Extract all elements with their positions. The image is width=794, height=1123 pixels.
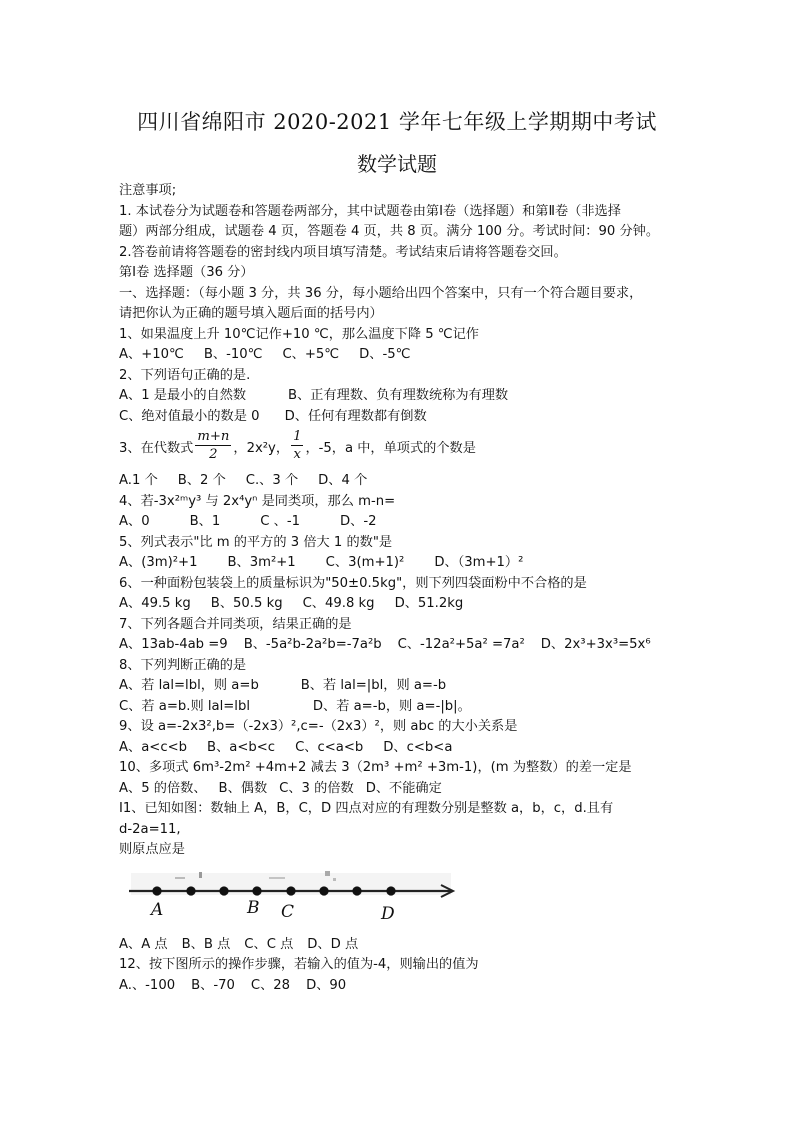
question-stem: 6、一种面粉包装袋上的质量标识为"50±0.5kg"，则下列四袋面粉中不合格的是	[119, 575, 587, 591]
option: D、不能确定	[365, 780, 442, 796]
stem-text: ，-5，a 中，单项式的个数是	[305, 441, 476, 456]
option: A、13ab-4ab =9	[119, 637, 228, 652]
scan-speck	[325, 871, 330, 876]
axis-dot	[186, 886, 195, 895]
axis-label-b: B	[247, 897, 260, 918]
question-stem: 则原点应是	[119, 842, 185, 857]
fraction	[291, 428, 303, 463]
axis-dot	[386, 886, 395, 895]
exam-body	[119, 181, 689, 996]
option: D、2x³+3x³=5x⁶	[540, 637, 651, 652]
option: A、0	[119, 514, 150, 529]
question-stem: 8、下列判断正确的是	[119, 657, 247, 673]
question-options	[119, 553, 689, 574]
fraction	[195, 428, 231, 463]
option: C、C 点	[244, 936, 294, 952]
option: A.、-100	[119, 977, 176, 993]
notice-heading: 注意事项;	[119, 183, 177, 198]
question-options	[119, 935, 689, 956]
question-options: C、若 a=b.则 lal=lbl D、若 a=-b，则 a=-|b|。	[119, 698, 471, 714]
question-stem: d-2a=11,	[119, 821, 181, 837]
option: A、A 点	[119, 936, 168, 952]
option: A、a<c<b	[119, 739, 188, 755]
option: B、B 点	[181, 936, 231, 952]
axis-dot	[286, 886, 295, 895]
question-stem: 2、下列语句正确的是.	[119, 367, 251, 383]
option: C、3 的倍数	[279, 780, 354, 796]
option: A.1 个	[119, 473, 158, 488]
notice-line: 2.答卷前请将答题卷的密封线内项目填写清楚。考试结束后请将答题卷交回。	[119, 244, 567, 260]
option: B、50.5 kg	[210, 596, 283, 611]
option: C、3(m+1)²	[325, 555, 405, 570]
fraction-denominator: x	[293, 446, 301, 462]
question-stem	[119, 427, 689, 471]
stem-text: ，2x²y，	[233, 441, 290, 456]
question-options	[119, 512, 689, 533]
question-options	[119, 594, 689, 615]
scan-speck	[269, 877, 285, 879]
part-title: 第Ⅰ卷 选择题（36 分）	[119, 265, 254, 280]
fraction-numerator: m+n	[197, 428, 230, 444]
stem-text: 3、在代数式	[119, 441, 194, 456]
option: A、+10℃	[119, 347, 184, 362]
question-options	[119, 345, 689, 366]
option: A、49.5 kg	[119, 596, 191, 611]
option: B、偶数	[218, 780, 268, 796]
notice-line: 题）两部分组成，试题卷 4 页，答题卷 4 页，共 8 页。满分 100 分。考试时间：90 分钟。	[119, 224, 660, 239]
axis-label-d: D	[381, 903, 395, 924]
axis-dot	[352, 886, 361, 895]
question-options	[119, 779, 689, 800]
question-stem: 4、若-3x²ᵐy³ 与 2x⁴yⁿ 是同类项，那么 m-n=	[119, 493, 396, 509]
option: C 、-1	[260, 514, 300, 529]
option: A、(3m)²+1	[119, 555, 198, 570]
option: C、28	[250, 977, 291, 993]
option: C、49.8 kg	[302, 596, 375, 611]
option: C、c<a<b	[295, 739, 364, 755]
option: D、51.2kg	[394, 596, 464, 611]
question-options	[119, 976, 689, 997]
question-options: C、绝对值最小的数是 0 D、任何有理数都有倒数	[119, 408, 427, 424]
question-stem: I1、已知如图：数轴上 A，B，C，D 四点对应的有理数分别是整数 a，b，c，d.且有	[119, 801, 614, 816]
option: B、-5a²b-2a²b=-7a²b	[243, 637, 382, 652]
axis-dot	[252, 886, 261, 895]
option: D、D 点	[307, 936, 359, 952]
number-line-figure	[119, 867, 459, 931]
axis-label-c: C	[281, 901, 295, 922]
fraction-numerator: 1	[293, 428, 302, 444]
option: B、1	[189, 514, 221, 529]
question-options	[119, 738, 689, 759]
notice-line: 1. 本试卷分为试题卷和答题卷两部分，其中试题卷由第Ⅰ卷（选择题）和第Ⅱ卷（非选择	[119, 203, 621, 219]
option: B、-10℃	[203, 347, 263, 362]
fraction-denominator: 2	[209, 446, 218, 462]
option: D、c<b<a	[383, 739, 453, 755]
option: D、4 个	[318, 473, 368, 488]
question-stem: 5、列式表示"比 m 的平方的 3 倍大 1 的数"是	[119, 534, 393, 550]
question-stem: 1、如果温度上升 10℃记作+10 ℃，那么温度下降 5 ℃记作	[119, 326, 479, 342]
option: A、5 的倍数、	[119, 780, 207, 796]
axis-dot	[219, 886, 228, 895]
axis-dot	[152, 886, 161, 895]
question-stem: 12、按下图所示的操作步骤，若输入的值为-4，则输出的值为	[119, 957, 479, 972]
question-options: A、1 是最小的自然数 B、正有理数、负有理数统称为有理数	[119, 388, 509, 403]
question-options: A、若 lal=lbl，则 a=b B、若 lal=|bl，则 a=-b	[119, 678, 447, 693]
part-intro: 请把你认为正确的题号填入题后面的括号内）	[119, 306, 383, 321]
scan-speck	[175, 877, 185, 879]
exam-subtitle: 数学试题	[357, 152, 437, 176]
option: C、+5℃	[282, 347, 340, 362]
option: D、-2	[339, 514, 377, 529]
question-stem: 7、下列各题合并同类项，结果正确的是	[119, 616, 352, 632]
option: B、a<b<c	[207, 739, 276, 755]
scan-speck	[333, 878, 336, 881]
exam-title: 四川省绵阳市 2020-2021 学年七年级上学期期中考试	[137, 110, 657, 134]
question-stem: 9、设 a=-2x3²,b=（-2x3）²,c=-（2x3）²，则 abc 的大小关系是	[119, 719, 518, 734]
question-options	[119, 635, 689, 656]
option: D、-5℃	[359, 347, 411, 362]
axis-dot	[319, 886, 328, 895]
question-stem: 10、多项式 6m³-2m² +4m+2 减去 3（2m³ +m² +3m-1)，(m 为整数）的差一定是	[119, 760, 632, 775]
option: B、3m²+1	[227, 555, 296, 570]
axis-label-a: A	[151, 899, 164, 920]
option: D、90	[306, 977, 347, 993]
scan-speck	[199, 872, 202, 878]
option: B、2 个	[177, 473, 226, 488]
part-intro: 一、选择题：（每小题 3 分，共 36 分，每小题给出四个答案中，只有一个符合题目要求，	[119, 285, 643, 301]
question-options	[119, 471, 689, 492]
option: C、-12a²+5a² =7a²	[397, 637, 525, 652]
option: B、-70	[191, 977, 235, 993]
option: C.、3 个	[245, 473, 299, 488]
option: D、（3m+1）²	[434, 555, 524, 570]
